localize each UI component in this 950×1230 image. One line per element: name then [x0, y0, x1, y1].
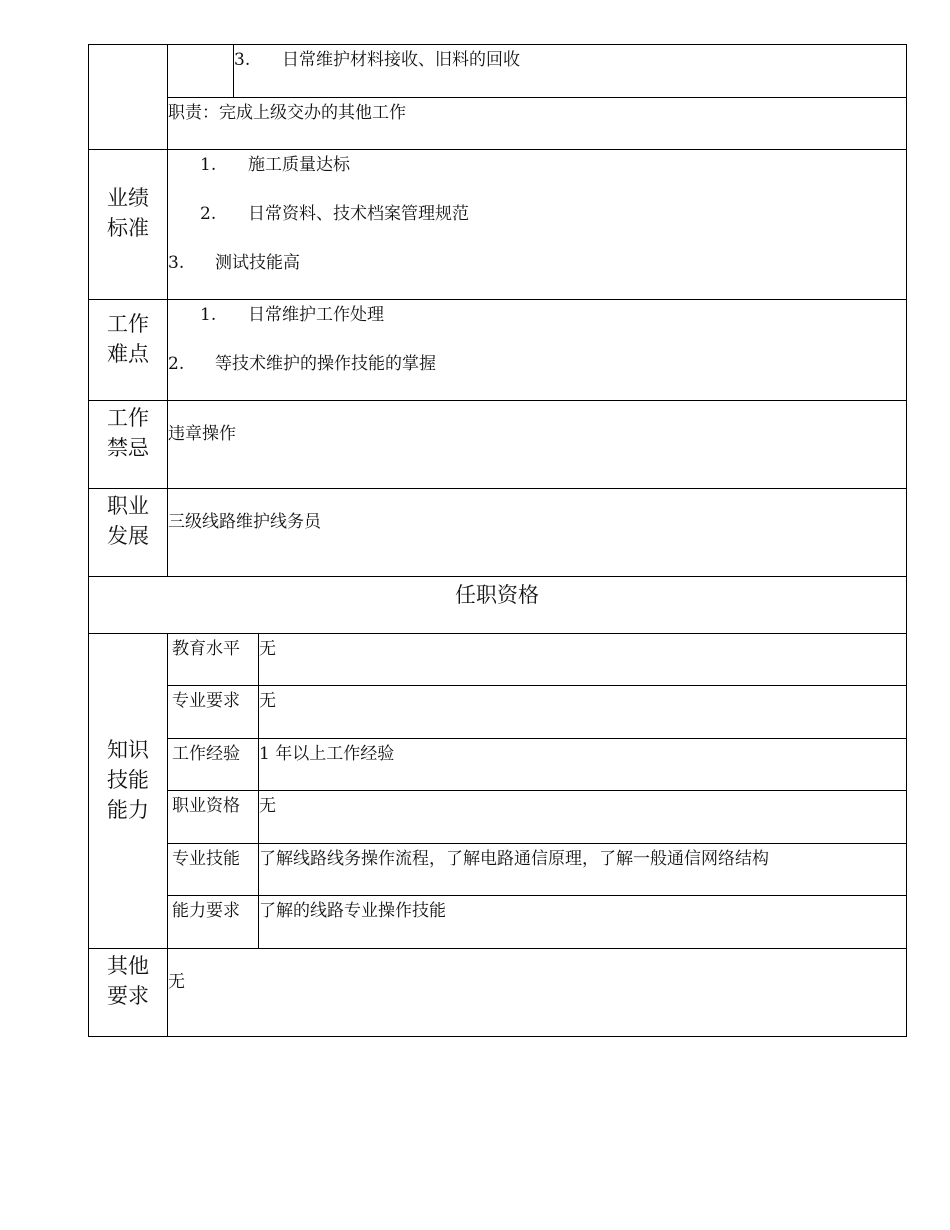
row-divider — [167, 843, 907, 844]
table-border-bottom — [88, 1036, 907, 1037]
taboo-text: 违章操作 — [168, 424, 236, 444]
label-line: 职业 — [107, 494, 149, 518]
label-line: 能力 — [107, 798, 149, 822]
row-divider — [88, 149, 907, 150]
item-text: 日常维护工作处理 — [248, 305, 384, 325]
performance-label — [88, 183, 168, 243]
career-label — [88, 491, 168, 551]
career-text: 三级线路维护线务员 — [168, 512, 321, 532]
table-border-top — [88, 44, 907, 45]
row-divider — [167, 895, 907, 896]
experience-label: 工作经验 — [172, 744, 240, 764]
label-line: 技能 — [107, 768, 149, 792]
major-value: 无 — [259, 691, 276, 711]
item-text: 日常维护材料接收、旧料的回收 — [282, 50, 520, 70]
item-number: 1. — [200, 155, 217, 175]
experience-value: 1 年以上工作经验 — [259, 744, 395, 764]
knowledge-label — [88, 735, 168, 825]
row-divider — [167, 685, 907, 686]
performance-item — [200, 154, 350, 176]
label-line: 标准 — [107, 216, 149, 240]
ability-value: 了解的线路专业操作技能 — [259, 901, 446, 921]
label-line: 工作 — [107, 312, 149, 336]
item-text: 施工质量达标 — [248, 155, 350, 175]
education-value: 无 — [259, 639, 276, 659]
item-number: 3. — [234, 50, 251, 70]
item-number: 2. — [200, 204, 217, 224]
label-line: 要求 — [107, 984, 149, 1008]
other-requirements-label — [88, 951, 168, 1011]
responsibility-item-3 — [234, 49, 520, 71]
performance-item — [168, 252, 300, 274]
label-line: 业绩 — [107, 186, 149, 210]
education-label: 教育水平 — [172, 639, 240, 659]
table-border-right — [906, 44, 907, 1037]
row-divider — [88, 488, 907, 489]
difficulty-item — [168, 353, 436, 375]
item-text: 等技术维护的操作技能的掌握 — [215, 354, 436, 374]
item-number: 2. — [168, 354, 185, 374]
difficulty-label — [88, 309, 168, 369]
label-line: 工作 — [107, 406, 149, 430]
row-divider — [88, 633, 907, 634]
label-line: 难点 — [107, 342, 149, 366]
label-line: 发展 — [107, 524, 149, 548]
row-divider — [88, 299, 907, 300]
other-requirements-text: 无 — [168, 972, 185, 992]
row-divider — [88, 400, 907, 401]
label-line: 禁忌 — [107, 436, 149, 460]
row-divider — [88, 576, 907, 577]
skills-label: 专业技能 — [172, 849, 240, 869]
taboo-label — [88, 403, 168, 463]
other-duty-text: 职责：完成上级交办的其他工作 — [168, 103, 406, 123]
major-label: 专业要求 — [172, 691, 240, 711]
row-divider — [88, 948, 907, 949]
item-text: 日常资料、技术档案管理规范 — [248, 204, 469, 224]
skills-value: 了解线路线务操作流程，了解电路通信原理，了解一般通信网络结构 — [259, 849, 769, 869]
row-divider — [167, 790, 907, 791]
label-line: 知识 — [107, 738, 149, 762]
item-number: 1. — [200, 305, 217, 325]
difficulty-item — [200, 304, 384, 326]
row-divider — [167, 738, 907, 739]
certification-label: 职业资格 — [172, 796, 240, 816]
label-line: 其他 — [107, 954, 149, 978]
row-divider — [167, 97, 907, 98]
item-number: 3. — [168, 253, 185, 273]
item-text: 测试技能高 — [215, 253, 300, 273]
qualification-header: 任职资格 — [455, 583, 539, 607]
performance-item — [200, 203, 469, 225]
certification-value: 无 — [259, 796, 276, 816]
ability-label: 能力要求 — [172, 901, 240, 921]
